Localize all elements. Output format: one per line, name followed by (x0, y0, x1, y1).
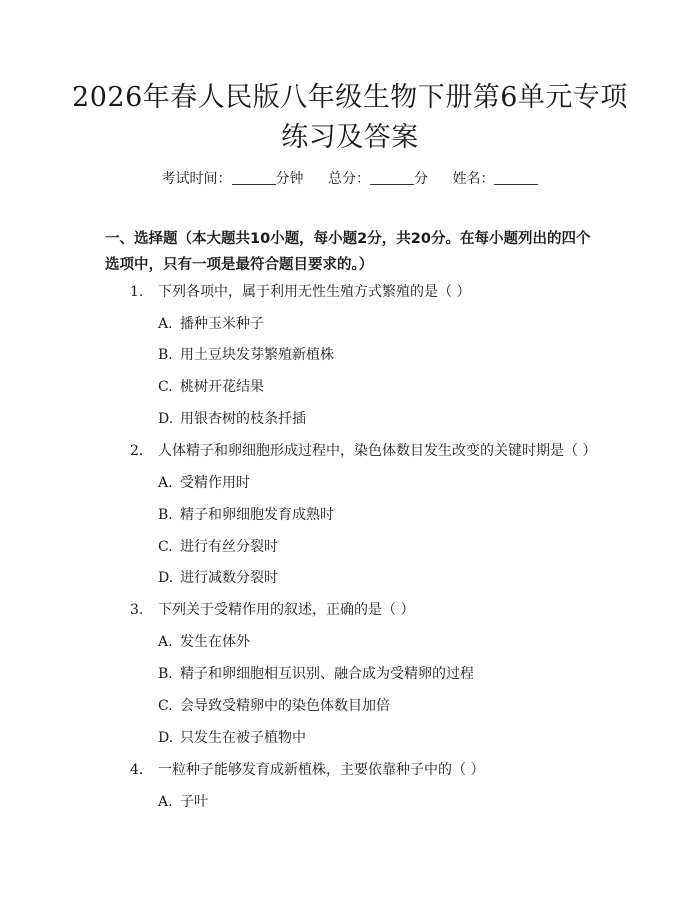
option-letter: D. (158, 411, 174, 427)
total-score-field (328, 168, 428, 188)
question-text: 一粒种子能够发育成新植株，主要依靠种子中的（ ） (158, 762, 485, 778)
question-3 (130, 600, 414, 620)
student-name-field (452, 168, 538, 188)
question-number: 2. (130, 443, 144, 459)
option-letter: A. (158, 475, 173, 491)
question-2 (130, 441, 596, 461)
option-text: 受精作用时 (180, 475, 250, 491)
option-text: 用银杏树的枝条扦插 (180, 411, 306, 427)
option-text: 只发生在被子植物中 (180, 730, 306, 746)
total-score-unit: 分 (414, 171, 428, 187)
option-letter: D. (158, 570, 174, 586)
question-1 (130, 282, 470, 302)
exam-time-field (162, 168, 304, 188)
question-2-option-c (158, 537, 278, 557)
student-name-label: 姓名： (452, 171, 495, 187)
document-title: 2026年春人民版八年级生物下册第6单元专项练习及答案 (72, 82, 628, 153)
question-number: 1. (130, 284, 144, 300)
question-1-option-c (158, 377, 264, 397)
question-1-option-b (158, 345, 334, 365)
exam-time-blank (232, 170, 276, 185)
option-text: 精子和卵细胞相互识别、融合成为受精卵的过程 (180, 666, 474, 682)
option-text: 子叶 (180, 794, 208, 810)
option-text: 进行有丝分裂时 (180, 539, 278, 555)
option-letter: A. (158, 794, 173, 810)
question-4 (130, 760, 484, 780)
option-letter: A. (158, 316, 173, 332)
option-text: 发生在体外 (180, 634, 250, 650)
option-text: 精子和卵细胞发育成熟时 (180, 507, 334, 523)
question-number: 4. (130, 762, 144, 778)
question-3-option-b (158, 664, 474, 684)
exam-time-label: 考试时间： (161, 171, 232, 187)
question-3-option-c (158, 696, 390, 716)
question-number: 3. (130, 602, 144, 618)
total-score-label: 总分： (328, 171, 370, 187)
question-3-option-a (158, 632, 250, 652)
question-1-option-a (158, 314, 264, 334)
option-letter: A. (158, 634, 173, 650)
question-text: 下列关于受精作用的叙述，正确的是（ ） (158, 602, 415, 618)
student-name-blank (494, 170, 538, 185)
question-3-option-d (158, 728, 306, 748)
question-2-option-d (158, 568, 278, 588)
option-text: 用土豆块发芽繁殖新植株 (180, 347, 334, 363)
option-letter: B. (158, 507, 173, 523)
exam-time-unit: 分钟 (275, 171, 304, 187)
section-heading: 一、选择题（本大题共10小题，每小题2分，共20分。在每小题列出的四个选项中，只有一项是最符合题目要求的。） (105, 231, 591, 273)
option-letter: B. (158, 666, 173, 682)
question-1-option-d (158, 409, 306, 429)
option-letter: C. (158, 379, 173, 395)
option-text: 会导致受精卵中的染色体数目加倍 (180, 698, 390, 714)
question-4-option-a (158, 792, 208, 812)
question-text: 人体精子和卵细胞形成过程中，染色体数目发生改变的关键时期是（ ） (158, 443, 597, 459)
total-score-blank (370, 170, 414, 185)
question-text: 下列各项中，属于利用无性生殖方式繁殖的是（ ） (158, 284, 471, 300)
option-letter: C. (158, 698, 173, 714)
question-2-option-b (158, 505, 334, 525)
option-text: 进行减数分裂时 (180, 570, 278, 586)
option-letter: C. (158, 539, 173, 555)
question-2-option-a (158, 473, 250, 493)
exam-info-line (0, 168, 700, 188)
option-text: 桃树开花结果 (180, 379, 264, 395)
option-text: 播种玉米种子 (180, 316, 264, 332)
option-letter: D. (158, 730, 174, 746)
option-letter: B. (158, 347, 173, 363)
